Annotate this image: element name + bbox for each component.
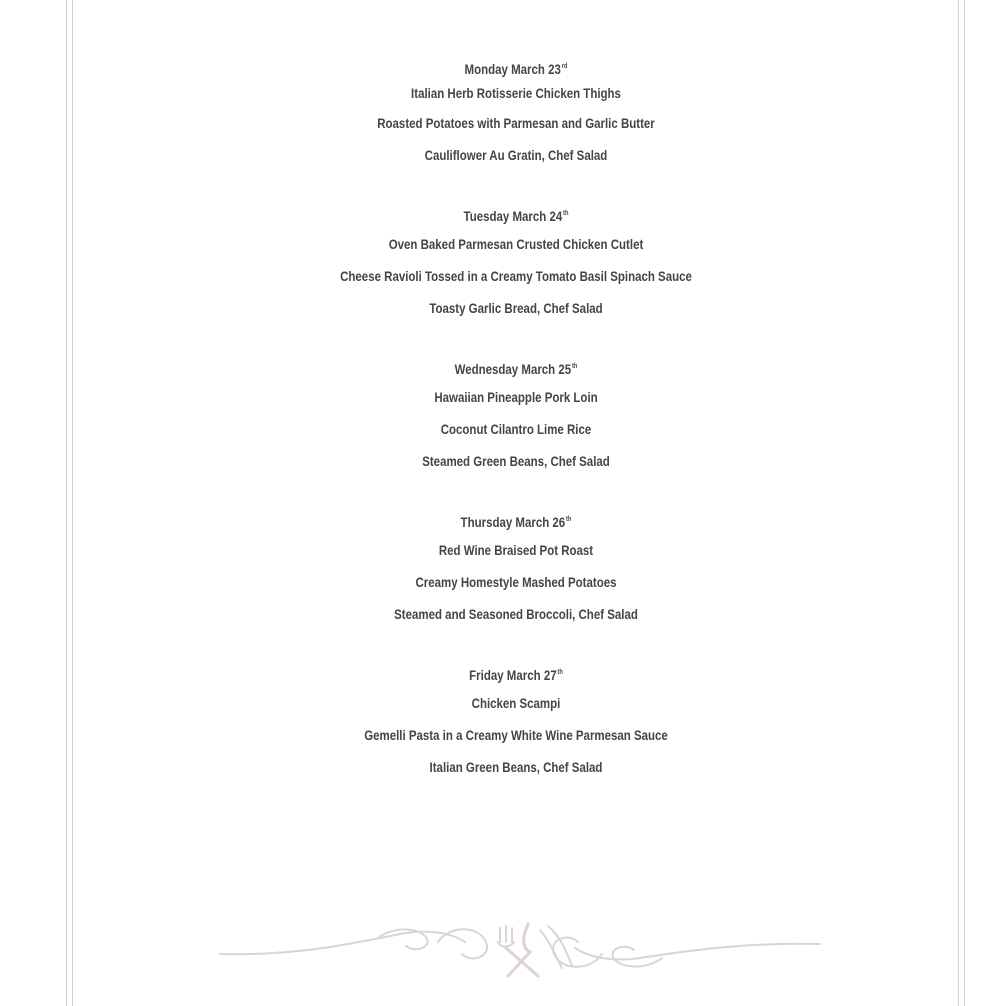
menu-item: Red Wine Braised Pot Roast (438, 542, 594, 558)
day-heading: Tuesday March 24th (463, 208, 569, 224)
menu-item: Italian Herb Rotisserie Chicken Thighs (411, 85, 621, 101)
day-heading: Friday March 27th (469, 667, 563, 683)
menu-item: Coconut Cilantro Lime Rice (440, 421, 592, 437)
day-heading: Monday March 23rd (464, 61, 568, 77)
day-wednesday (0, 355, 1006, 477)
menu-item: Steamed Green Beans, Chef Salad (422, 453, 610, 469)
menu-item: Chicken Scampi (471, 695, 561, 711)
menu-item: Cheese Ravioli Tossed in a Creamy Tomato Basil Spinach Sauce (340, 268, 692, 284)
menu-item: Cauliflower Au Gratin, Chef Salad (424, 147, 608, 163)
day-tuesday (0, 202, 1006, 324)
menu-item: Toasty Garlic Bread, Chef Salad (429, 300, 603, 316)
menu-item: Gemelli Pasta in a Creamy White Wine Parmesan Sauce (364, 727, 668, 743)
menu-item: Roasted Potatoes with Parmesan and Garlic Butter (377, 115, 655, 131)
weekly-menu (0, 55, 1006, 814)
menu-item: Italian Green Beans, Chef Salad (429, 759, 603, 775)
day-friday (0, 661, 1006, 783)
day-monday (0, 55, 1006, 171)
menu-item: Steamed and Seasoned Broccoli, Chef Salad (394, 606, 638, 622)
menu-item: Oven Baked Parmesan Crusted Chicken Cutlet (388, 236, 644, 252)
day-heading: Thursday March 26th (460, 514, 572, 530)
menu-item: Creamy Homestyle Mashed Potatoes (415, 574, 617, 590)
menu-item: Hawaiian Pineapple Pork Loin (434, 389, 598, 405)
day-thursday (0, 508, 1006, 630)
fork-knife-flourish-icon (210, 912, 830, 982)
day-heading: Wednesday March 25th (454, 361, 578, 377)
